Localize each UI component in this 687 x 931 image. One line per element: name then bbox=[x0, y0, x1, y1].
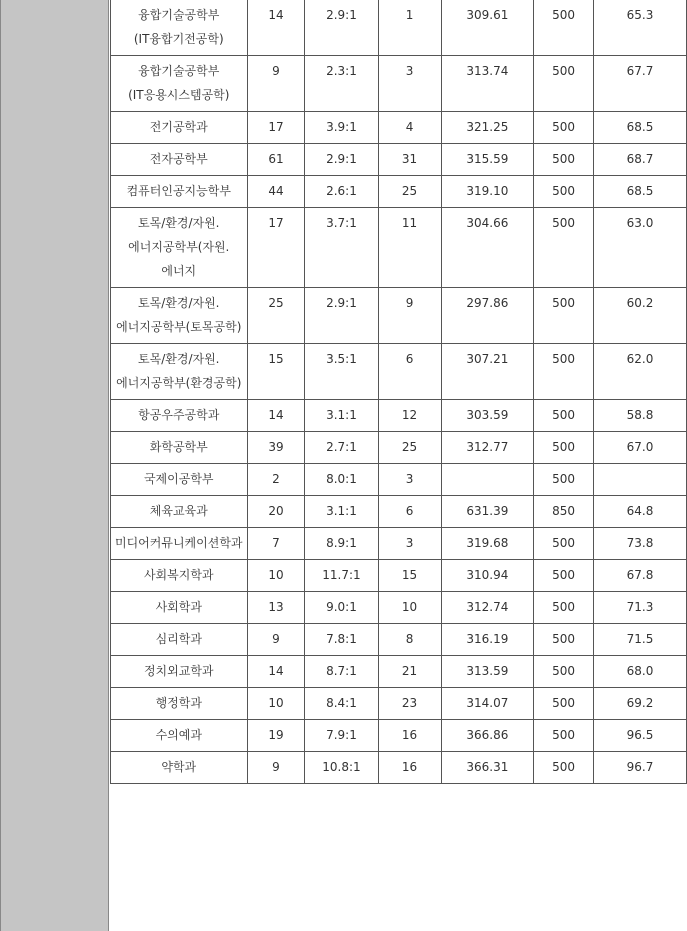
additional-admits-cell: 25 bbox=[378, 176, 441, 208]
quota-cell: 14 bbox=[247, 0, 305, 56]
percentile-cell: 68.7 bbox=[593, 144, 686, 176]
quota-cell: 9 bbox=[247, 624, 305, 656]
percentile-cell: 96.5 bbox=[593, 720, 686, 752]
quota-cell: 17 bbox=[247, 112, 305, 144]
score-cell: 321.25 bbox=[441, 112, 534, 144]
competition-ratio-cell: 3.1:1 bbox=[305, 496, 378, 528]
table-row bbox=[111, 528, 687, 560]
score-cell: 307.21 bbox=[441, 344, 534, 400]
quota-cell: 39 bbox=[247, 432, 305, 464]
table-row bbox=[111, 624, 687, 656]
total-score-cell: 500 bbox=[534, 176, 594, 208]
table-row bbox=[111, 560, 687, 592]
score-cell: 313.59 bbox=[441, 656, 534, 688]
department-cell: 전기공학과 bbox=[111, 112, 248, 144]
score-cell: 316.19 bbox=[441, 624, 534, 656]
percentile-cell: 60.2 bbox=[593, 288, 686, 344]
department-cell: 화학공학부 bbox=[111, 432, 248, 464]
additional-admits-cell: 16 bbox=[378, 720, 441, 752]
table-row bbox=[111, 0, 687, 56]
department-cell: 토목/환경/자원.에너지공학부(토목공학) bbox=[111, 288, 248, 344]
table-row bbox=[111, 464, 687, 496]
department-cell: 정치외교학과 bbox=[111, 656, 248, 688]
additional-admits-cell: 3 bbox=[378, 464, 441, 496]
percentile-cell: 58.8 bbox=[593, 400, 686, 432]
table-row bbox=[111, 208, 687, 288]
competition-ratio-cell: 8.7:1 bbox=[305, 656, 378, 688]
table-row bbox=[111, 720, 687, 752]
competition-ratio-cell: 10.8:1 bbox=[305, 752, 378, 784]
department-cell: 컴퓨터인공지능학부 bbox=[111, 176, 248, 208]
department-cell: 전자공학부 bbox=[111, 144, 248, 176]
table-row bbox=[111, 400, 687, 432]
percentile-cell: 65.3 bbox=[593, 0, 686, 56]
percentile-cell bbox=[593, 464, 686, 496]
score-cell: 312.74 bbox=[441, 592, 534, 624]
percentile-cell: 68.0 bbox=[593, 656, 686, 688]
total-score-cell: 500 bbox=[534, 112, 594, 144]
table-row bbox=[111, 752, 687, 784]
competition-ratio-cell: 2.3:1 bbox=[305, 56, 378, 112]
quota-cell: 20 bbox=[247, 496, 305, 528]
additional-admits-cell: 3 bbox=[378, 56, 441, 112]
percentile-cell: 71.5 bbox=[593, 624, 686, 656]
competition-ratio-cell: 2.6:1 bbox=[305, 176, 378, 208]
quota-cell: 44 bbox=[247, 176, 305, 208]
department-cell: 토목/환경/자원.에너지공학부(환경공학) bbox=[111, 344, 248, 400]
competition-ratio-cell: 2.9:1 bbox=[305, 0, 378, 56]
total-score-cell: 500 bbox=[534, 560, 594, 592]
score-cell: 309.61 bbox=[441, 0, 534, 56]
department-cell: 융합기술공학부(IT응용시스템공학) bbox=[111, 56, 248, 112]
percentile-cell: 62.0 bbox=[593, 344, 686, 400]
total-score-cell: 500 bbox=[534, 528, 594, 560]
quota-cell: 14 bbox=[247, 400, 305, 432]
table-row bbox=[111, 56, 687, 112]
quota-cell: 17 bbox=[247, 208, 305, 288]
total-score-cell: 850 bbox=[534, 496, 594, 528]
quota-cell: 9 bbox=[247, 56, 305, 112]
competition-ratio-cell: 2.7:1 bbox=[305, 432, 378, 464]
score-cell: 366.86 bbox=[441, 720, 534, 752]
additional-admits-cell: 1 bbox=[378, 0, 441, 56]
competition-ratio-cell: 8.9:1 bbox=[305, 528, 378, 560]
additional-admits-cell: 9 bbox=[378, 288, 441, 344]
table-row bbox=[111, 112, 687, 144]
competition-ratio-cell: 2.9:1 bbox=[305, 144, 378, 176]
competition-ratio-cell: 7.9:1 bbox=[305, 720, 378, 752]
admission-results-table bbox=[110, 0, 687, 784]
table-row bbox=[111, 144, 687, 176]
quota-cell: 61 bbox=[247, 144, 305, 176]
department-cell: 항공우주공학과 bbox=[111, 400, 248, 432]
additional-admits-cell: 23 bbox=[378, 688, 441, 720]
percentile-cell: 67.7 bbox=[593, 56, 686, 112]
score-cell: 631.39 bbox=[441, 496, 534, 528]
competition-ratio-cell: 3.7:1 bbox=[305, 208, 378, 288]
percentile-cell: 68.5 bbox=[593, 176, 686, 208]
total-score-cell: 500 bbox=[534, 400, 594, 432]
percentile-cell: 67.0 bbox=[593, 432, 686, 464]
competition-ratio-cell: 9.0:1 bbox=[305, 592, 378, 624]
quota-cell: 9 bbox=[247, 752, 305, 784]
quota-cell: 19 bbox=[247, 720, 305, 752]
total-score-cell: 500 bbox=[534, 688, 594, 720]
additional-admits-cell: 6 bbox=[378, 344, 441, 400]
competition-ratio-cell: 7.8:1 bbox=[305, 624, 378, 656]
department-cell: 토목/환경/자원.에너지공학부(자원.에너지 bbox=[111, 208, 248, 288]
table-row bbox=[111, 432, 687, 464]
competition-ratio-cell: 8.0:1 bbox=[305, 464, 378, 496]
score-cell bbox=[441, 464, 534, 496]
percentile-cell: 69.2 bbox=[593, 688, 686, 720]
total-score-cell: 500 bbox=[534, 0, 594, 56]
total-score-cell: 500 bbox=[534, 720, 594, 752]
department-cell: 사회복지학과 bbox=[111, 560, 248, 592]
score-cell: 297.86 bbox=[441, 288, 534, 344]
additional-admits-cell: 11 bbox=[378, 208, 441, 288]
total-score-cell: 500 bbox=[534, 464, 594, 496]
quota-cell: 10 bbox=[247, 688, 305, 720]
total-score-cell: 500 bbox=[534, 592, 594, 624]
table-row bbox=[111, 656, 687, 688]
score-cell: 366.31 bbox=[441, 752, 534, 784]
competition-ratio-cell: 11.7:1 bbox=[305, 560, 378, 592]
quota-cell: 2 bbox=[247, 464, 305, 496]
competition-ratio-cell: 2.9:1 bbox=[305, 288, 378, 344]
department-cell: 수의예과 bbox=[111, 720, 248, 752]
additional-admits-cell: 10 bbox=[378, 592, 441, 624]
table-row bbox=[111, 592, 687, 624]
additional-admits-cell: 12 bbox=[378, 400, 441, 432]
score-cell: 312.77 bbox=[441, 432, 534, 464]
score-cell: 313.74 bbox=[441, 56, 534, 112]
quota-cell: 25 bbox=[247, 288, 305, 344]
additional-admits-cell: 15 bbox=[378, 560, 441, 592]
total-score-cell: 500 bbox=[534, 56, 594, 112]
total-score-cell: 500 bbox=[534, 656, 594, 688]
table-row bbox=[111, 288, 687, 344]
competition-ratio-cell: 3.5:1 bbox=[305, 344, 378, 400]
total-score-cell: 500 bbox=[534, 144, 594, 176]
total-score-cell: 500 bbox=[534, 208, 594, 288]
department-cell: 행정학과 bbox=[111, 688, 248, 720]
table-row bbox=[111, 176, 687, 208]
score-cell: 319.68 bbox=[441, 528, 534, 560]
total-score-cell: 500 bbox=[534, 288, 594, 344]
department-cell: 체육교육과 bbox=[111, 496, 248, 528]
score-cell: 310.94 bbox=[441, 560, 534, 592]
percentile-cell: 96.7 bbox=[593, 752, 686, 784]
score-cell: 303.59 bbox=[441, 400, 534, 432]
additional-admits-cell: 16 bbox=[378, 752, 441, 784]
table-row bbox=[111, 496, 687, 528]
department-cell: 융합기술공학부(IT융합기전공학) bbox=[111, 0, 248, 56]
percentile-cell: 73.8 bbox=[593, 528, 686, 560]
additional-admits-cell: 3 bbox=[378, 528, 441, 560]
additional-admits-cell: 21 bbox=[378, 656, 441, 688]
quota-cell: 10 bbox=[247, 560, 305, 592]
table-body bbox=[111, 0, 687, 784]
additional-admits-cell: 6 bbox=[378, 496, 441, 528]
department-cell: 심리학과 bbox=[111, 624, 248, 656]
total-score-cell: 500 bbox=[534, 344, 594, 400]
percentile-cell: 68.5 bbox=[593, 112, 686, 144]
score-cell: 319.10 bbox=[441, 176, 534, 208]
score-cell: 315.59 bbox=[441, 144, 534, 176]
additional-admits-cell: 31 bbox=[378, 144, 441, 176]
percentile-cell: 63.0 bbox=[593, 208, 686, 288]
merged-category-column bbox=[0, 0, 109, 931]
table-row bbox=[111, 344, 687, 400]
score-cell: 314.07 bbox=[441, 688, 534, 720]
total-score-cell: 500 bbox=[534, 624, 594, 656]
competition-ratio-cell: 3.9:1 bbox=[305, 112, 378, 144]
competition-ratio-cell: 3.1:1 bbox=[305, 400, 378, 432]
competition-ratio-cell: 8.4:1 bbox=[305, 688, 378, 720]
quota-cell: 7 bbox=[247, 528, 305, 560]
department-cell: 사회학과 bbox=[111, 592, 248, 624]
percentile-cell: 67.8 bbox=[593, 560, 686, 592]
quota-cell: 14 bbox=[247, 656, 305, 688]
total-score-cell: 500 bbox=[534, 432, 594, 464]
percentile-cell: 71.3 bbox=[593, 592, 686, 624]
department-cell: 미디어커뮤니케이션학과 bbox=[111, 528, 248, 560]
department-cell: 약학과 bbox=[111, 752, 248, 784]
quota-cell: 13 bbox=[247, 592, 305, 624]
table-row bbox=[111, 688, 687, 720]
department-cell: 국제이공학부 bbox=[111, 464, 248, 496]
total-score-cell: 500 bbox=[534, 752, 594, 784]
score-cell: 304.66 bbox=[441, 208, 534, 288]
additional-admits-cell: 4 bbox=[378, 112, 441, 144]
additional-admits-cell: 25 bbox=[378, 432, 441, 464]
quota-cell: 15 bbox=[247, 344, 305, 400]
additional-admits-cell: 8 bbox=[378, 624, 441, 656]
percentile-cell: 64.8 bbox=[593, 496, 686, 528]
